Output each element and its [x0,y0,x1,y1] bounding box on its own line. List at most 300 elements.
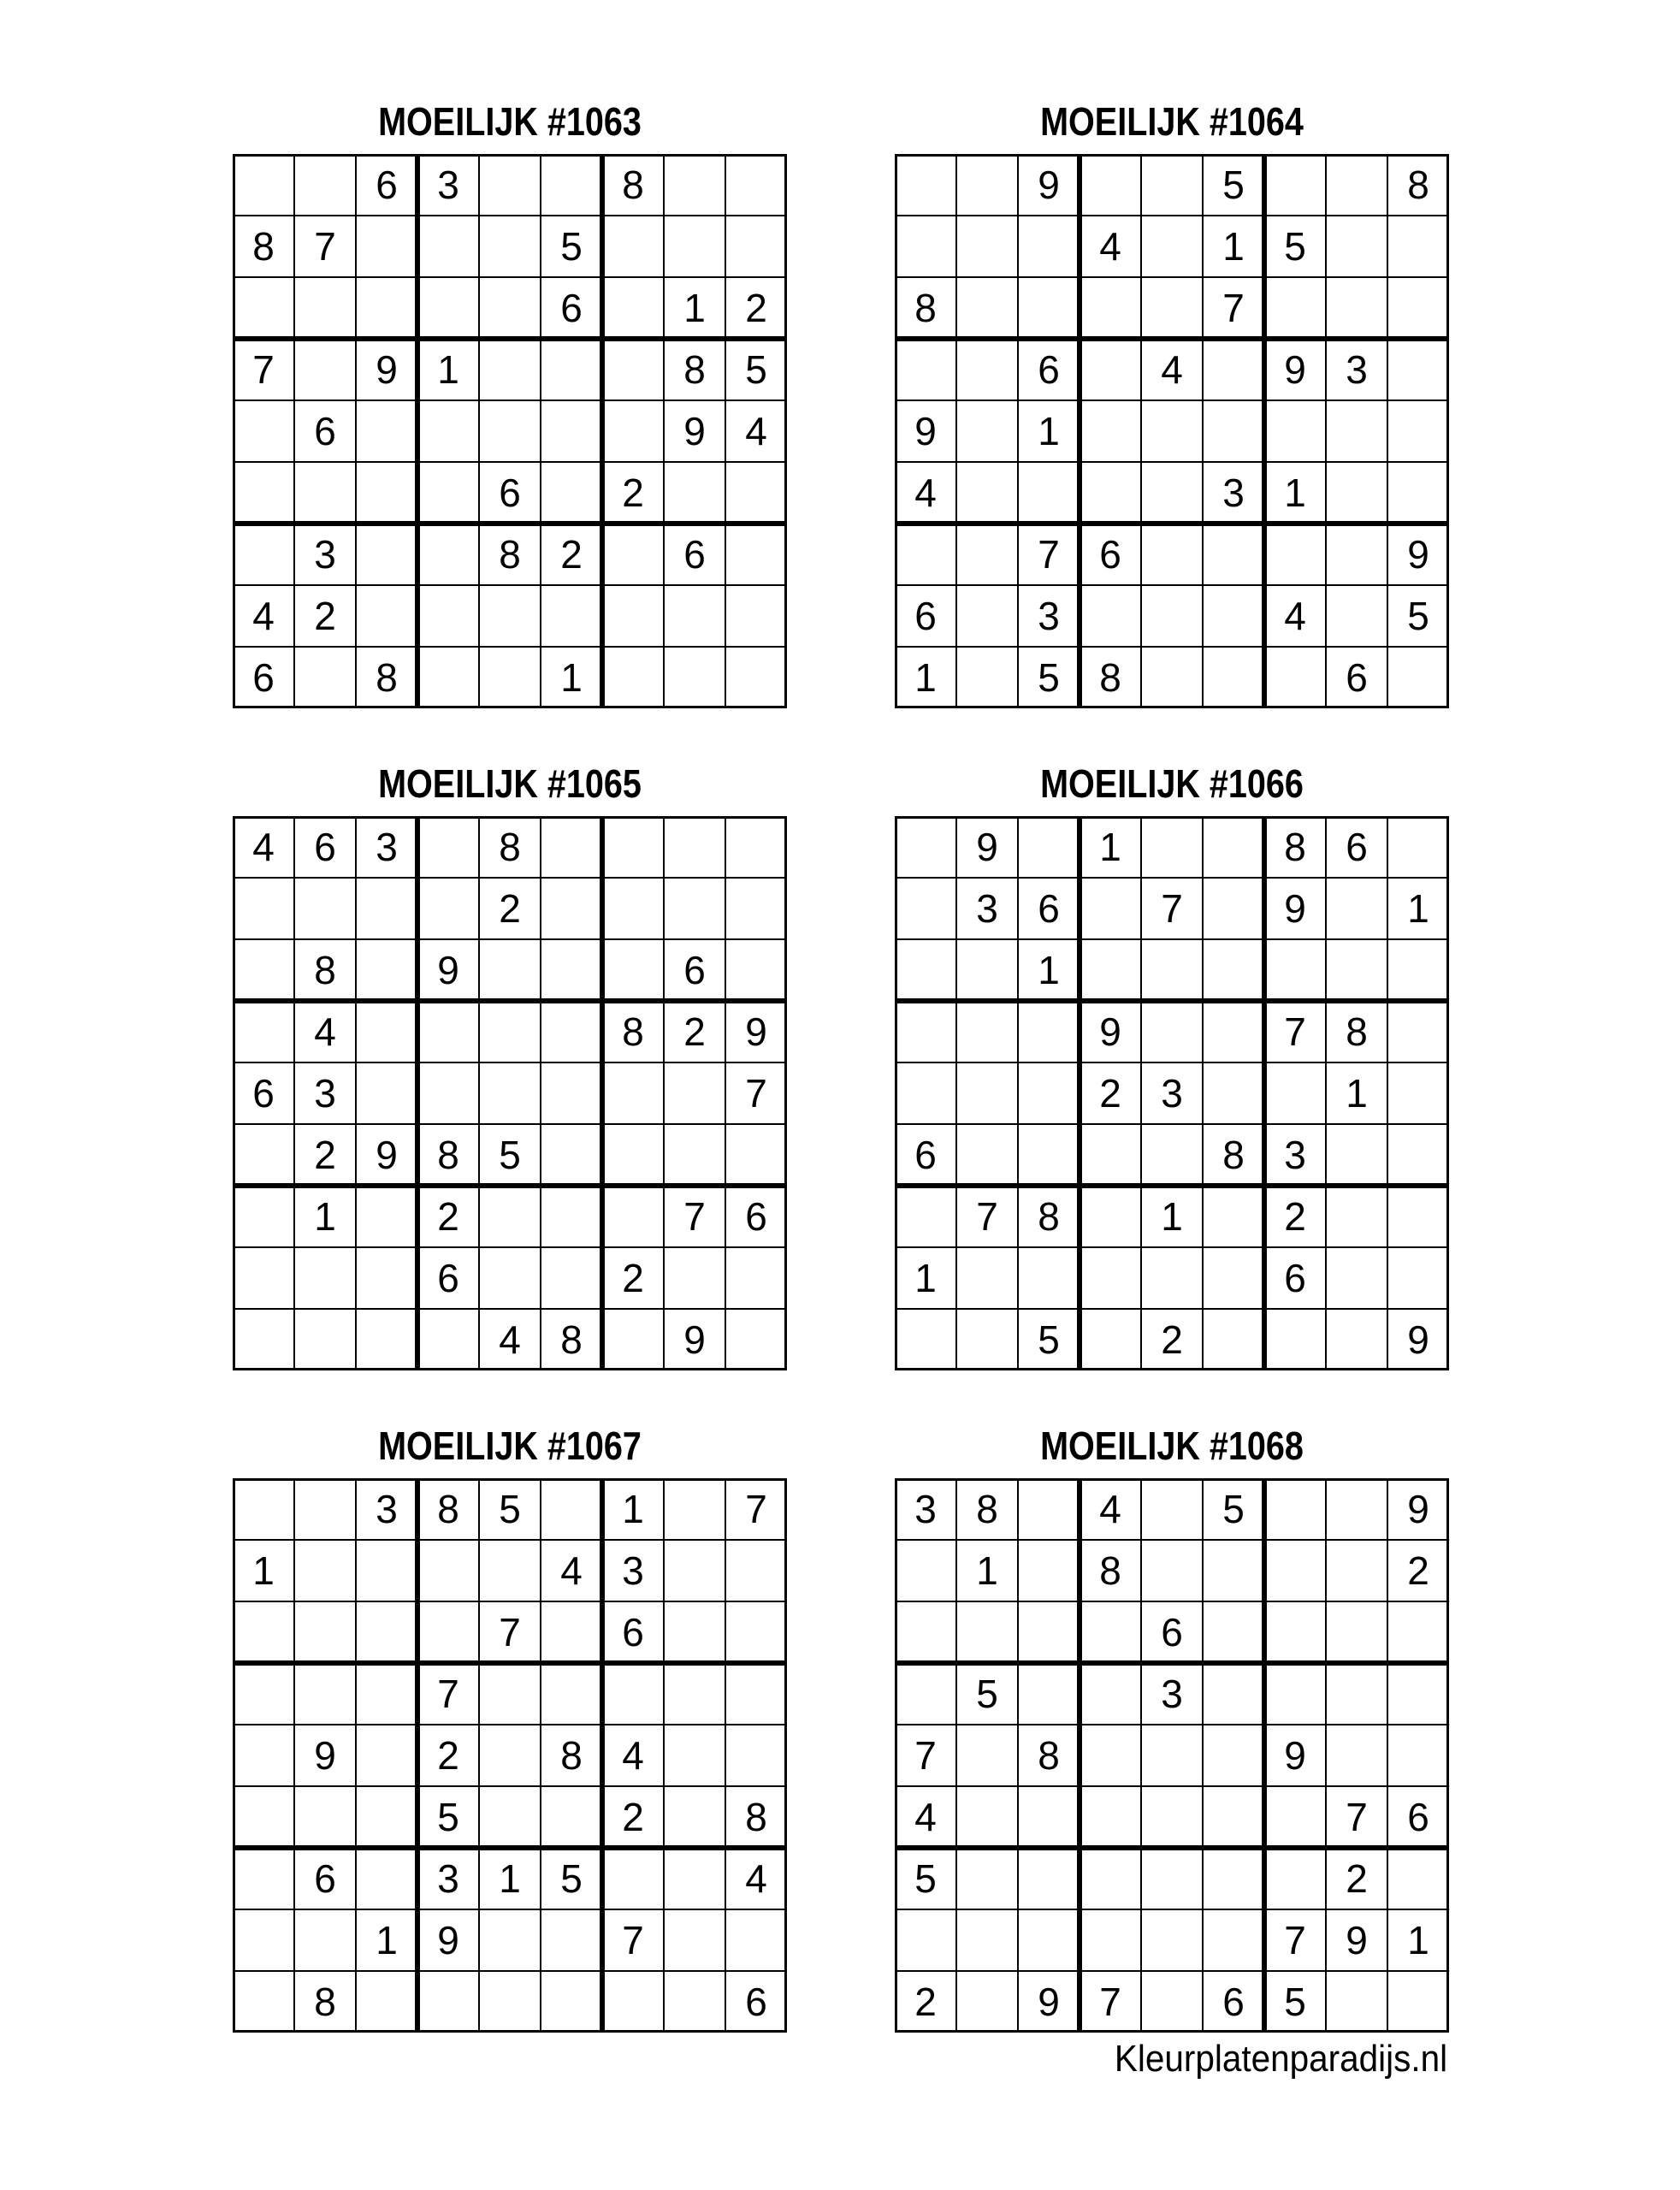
sudoku-cell[interactable] [294,1663,356,1725]
sudoku-cell[interactable] [725,154,787,216]
sudoku-cell[interactable] [602,400,664,462]
sudoku-cell[interactable] [602,1186,664,1247]
sudoku-cell[interactable] [233,1478,294,1540]
sudoku-cell[interactable] [725,1247,787,1309]
sudoku-cell[interactable] [1141,1971,1203,2033]
sudoku-cell[interactable] [1018,1478,1080,1540]
sudoku-cell[interactable] [895,1186,956,1247]
sudoku-cell[interactable] [1080,462,1141,524]
sudoku-cell[interactable] [956,585,1018,647]
sudoku-cell[interactable] [895,939,956,1001]
sudoku-cell[interactable] [233,400,294,462]
sudoku-cell[interactable] [233,878,294,939]
sudoku-cell[interactable] [1203,339,1264,400]
sudoku-cell[interactable] [956,216,1018,277]
sudoku-cell[interactable] [1141,154,1203,216]
sudoku-cell[interactable] [1080,154,1141,216]
sudoku-cell[interactable] [1264,939,1326,1001]
sudoku-cell[interactable] [1080,878,1141,939]
sudoku-cell[interactable] [1326,1247,1387,1309]
sudoku-cell[interactable] [479,1247,541,1309]
sudoku-cell[interactable] [956,462,1018,524]
sudoku-cell[interactable] [356,1786,417,1848]
sudoku-cell[interactable] [1387,400,1449,462]
sudoku-cell[interactable] [1141,1247,1203,1309]
sudoku-cell[interactable] [1203,939,1264,1001]
sudoku-cell[interactable] [294,339,356,400]
sudoku-cell[interactable] [233,154,294,216]
sudoku-cell[interactable] [1264,1309,1326,1370]
sudoku-cell[interactable] [1018,1909,1080,1971]
sudoku-cell[interactable] [541,154,602,216]
sudoku-cell[interactable] [1080,400,1141,462]
sudoku-cell[interactable] [1326,878,1387,939]
sudoku-cell[interactable] [664,1663,725,1725]
sudoku-cell[interactable] [356,1309,417,1370]
sudoku-cell[interactable] [1326,1186,1387,1247]
sudoku-cell[interactable] [479,939,541,1001]
sudoku-cell[interactable] [1326,1663,1387,1725]
sudoku-cell[interactable] [956,1971,1018,2033]
sudoku-cell[interactable] [417,216,479,277]
sudoku-cell[interactable] [956,1909,1018,1971]
sudoku-cell[interactable] [1264,277,1326,339]
sudoku-cell[interactable] [1080,1124,1141,1186]
sudoku-cell[interactable] [294,1478,356,1540]
sudoku-cell[interactable] [956,1725,1018,1786]
sudoku-cell[interactable] [1264,1663,1326,1725]
sudoku-cell[interactable] [479,1971,541,2033]
sudoku-cell[interactable] [1326,585,1387,647]
sudoku-cell[interactable] [1203,1309,1264,1370]
sudoku-cell[interactable] [1387,1001,1449,1062]
sudoku-cell[interactable] [1018,1601,1080,1663]
sudoku-cell[interactable] [294,878,356,939]
sudoku-cell[interactable] [1264,1540,1326,1601]
sudoku-cell[interactable] [1018,1062,1080,1124]
sudoku-cell[interactable] [479,216,541,277]
sudoku-cell[interactable] [1080,585,1141,647]
sudoku-cell[interactable] [1326,400,1387,462]
sudoku-cell[interactable] [602,216,664,277]
sudoku-cell[interactable] [1326,524,1387,585]
sudoku-cell[interactable] [1203,1848,1264,1909]
sudoku-cell[interactable] [233,1725,294,1786]
sudoku-cell[interactable] [541,1478,602,1540]
sudoku-cell[interactable] [1264,1478,1326,1540]
sudoku-cell[interactable] [294,1786,356,1848]
sudoku-cell[interactable] [895,878,956,939]
sudoku-cell[interactable] [356,939,417,1001]
sudoku-cell[interactable] [417,524,479,585]
sudoku-cell[interactable] [602,647,664,708]
sudoku-cell[interactable] [1018,1663,1080,1725]
sudoku-cell[interactable] [479,154,541,216]
sudoku-cell[interactable] [356,1062,417,1124]
sudoku-cell[interactable] [1080,339,1141,400]
sudoku-cell[interactable] [1203,1725,1264,1786]
sudoku-cell[interactable] [602,277,664,339]
sudoku-cell[interactable] [1387,1663,1449,1725]
sudoku-cell[interactable] [1326,462,1387,524]
sudoku-cell[interactable] [356,1247,417,1309]
sudoku-cell[interactable] [541,939,602,1001]
sudoku-cell[interactable] [1203,1540,1264,1601]
sudoku-cell[interactable] [541,816,602,878]
sudoku-cell[interactable] [725,878,787,939]
sudoku-cell[interactable] [895,1909,956,1971]
sudoku-cell[interactable] [233,1971,294,2033]
sudoku-cell[interactable] [233,1786,294,1848]
sudoku-cell[interactable] [1264,1786,1326,1848]
sudoku-cell[interactable] [956,1124,1018,1186]
sudoku-cell[interactable] [1203,878,1264,939]
sudoku-cell[interactable] [541,585,602,647]
sudoku-cell[interactable] [479,1186,541,1247]
sudoku-cell[interactable] [233,1848,294,1909]
sudoku-cell[interactable] [1387,1971,1449,2033]
sudoku-cell[interactable] [1018,1848,1080,1909]
sudoku-cell[interactable] [1080,1725,1141,1786]
sudoku-cell[interactable] [1203,816,1264,878]
sudoku-cell[interactable] [1141,939,1203,1001]
sudoku-cell[interactable] [602,1062,664,1124]
sudoku-cell[interactable] [1141,1478,1203,1540]
sudoku-cell[interactable] [541,1124,602,1186]
sudoku-cell[interactable] [1264,524,1326,585]
sudoku-cell[interactable] [956,400,1018,462]
sudoku-cell[interactable] [1018,1540,1080,1601]
sudoku-cell[interactable] [1264,647,1326,708]
sudoku-cell[interactable] [895,1001,956,1062]
sudoku-cell[interactable] [895,1062,956,1124]
sudoku-cell[interactable] [602,585,664,647]
sudoku-cell[interactable] [1141,1848,1203,1909]
sudoku-cell[interactable] [1326,1601,1387,1663]
sudoku-cell[interactable] [1080,1309,1141,1370]
sudoku-cell[interactable] [1203,1186,1264,1247]
sudoku-cell[interactable] [956,1601,1018,1663]
sudoku-cell[interactable] [664,1971,725,2033]
sudoku-cell[interactable] [541,1247,602,1309]
sudoku-cell[interactable] [417,277,479,339]
sudoku-cell[interactable] [725,524,787,585]
sudoku-cell[interactable] [294,1247,356,1309]
sudoku-cell[interactable] [956,1848,1018,1909]
sudoku-cell[interactable] [725,1663,787,1725]
sudoku-cell[interactable] [664,1601,725,1663]
sudoku-cell[interactable] [664,1909,725,1971]
sudoku-cell[interactable] [1203,1247,1264,1309]
sudoku-cell[interactable] [956,154,1018,216]
sudoku-cell[interactable] [725,462,787,524]
sudoku-cell[interactable] [233,939,294,1001]
sudoku-cell[interactable] [1326,277,1387,339]
sudoku-cell[interactable] [1080,939,1141,1001]
sudoku-cell[interactable] [233,1663,294,1725]
sudoku-cell[interactable] [356,400,417,462]
sudoku-cell[interactable] [233,1909,294,1971]
sudoku-cell[interactable] [479,400,541,462]
sudoku-cell[interactable] [1387,1062,1449,1124]
sudoku-cell[interactable] [1141,585,1203,647]
sudoku-cell[interactable] [664,1478,725,1540]
sudoku-cell[interactable] [233,1309,294,1370]
sudoku-cell[interactable] [725,939,787,1001]
sudoku-cell[interactable] [1141,1540,1203,1601]
sudoku-cell[interactable] [1326,939,1387,1001]
sudoku-cell[interactable] [356,1186,417,1247]
sudoku-cell[interactable] [1080,1186,1141,1247]
sudoku-cell[interactable] [664,154,725,216]
sudoku-cell[interactable] [294,1601,356,1663]
sudoku-cell[interactable] [417,585,479,647]
sudoku-cell[interactable] [1264,400,1326,462]
sudoku-cell[interactable] [1387,816,1449,878]
sudoku-cell[interactable] [294,1909,356,1971]
sudoku-cell[interactable] [602,1124,664,1186]
sudoku-cell[interactable] [479,585,541,647]
sudoku-cell[interactable] [1141,1786,1203,1848]
sudoku-cell[interactable] [294,1309,356,1370]
sudoku-cell[interactable] [1326,216,1387,277]
sudoku-cell[interactable] [233,1001,294,1062]
sudoku-cell[interactable] [1326,1309,1387,1370]
sudoku-cell[interactable] [956,277,1018,339]
sudoku-cell[interactable] [233,1124,294,1186]
sudoku-cell[interactable] [1387,647,1449,708]
sudoku-cell[interactable] [233,1186,294,1247]
sudoku-cell[interactable] [602,878,664,939]
sudoku-cell[interactable] [664,585,725,647]
sudoku-cell[interactable] [602,524,664,585]
sudoku-cell[interactable] [956,647,1018,708]
sudoku-cell[interactable] [1203,524,1264,585]
sudoku-cell[interactable] [233,462,294,524]
sudoku-cell[interactable] [664,1786,725,1848]
sudoku-cell[interactable] [602,1848,664,1909]
sudoku-cell[interactable] [479,1786,541,1848]
sudoku-cell[interactable] [294,462,356,524]
sudoku-cell[interactable] [541,878,602,939]
sudoku-cell[interactable] [1018,1001,1080,1062]
sudoku-cell[interactable] [294,647,356,708]
sudoku-cell[interactable] [664,1725,725,1786]
sudoku-cell[interactable] [956,939,1018,1001]
sudoku-cell[interactable] [602,339,664,400]
sudoku-cell[interactable] [541,1786,602,1848]
sudoku-cell[interactable] [417,647,479,708]
sudoku-cell[interactable] [664,1247,725,1309]
sudoku-cell[interactable] [356,585,417,647]
sudoku-cell[interactable] [1264,1062,1326,1124]
sudoku-cell[interactable] [602,939,664,1001]
sudoku-cell[interactable] [956,339,1018,400]
sudoku-cell[interactable] [1203,400,1264,462]
sudoku-cell[interactable] [956,524,1018,585]
sudoku-cell[interactable] [541,1909,602,1971]
sudoku-cell[interactable] [1080,277,1141,339]
sudoku-cell[interactable] [664,878,725,939]
sudoku-cell[interactable] [1387,1725,1449,1786]
sudoku-cell[interactable] [1141,1001,1203,1062]
sudoku-cell[interactable] [417,1309,479,1370]
sudoku-cell[interactable] [233,524,294,585]
sudoku-cell[interactable] [1141,277,1203,339]
sudoku-cell[interactable] [1326,154,1387,216]
sudoku-cell[interactable] [479,1725,541,1786]
sudoku-cell[interactable] [1203,1786,1264,1848]
sudoku-cell[interactable] [356,277,417,339]
sudoku-cell[interactable] [1387,462,1449,524]
sudoku-cell[interactable] [1141,1124,1203,1186]
sudoku-cell[interactable] [417,1001,479,1062]
sudoku-cell[interactable] [233,1601,294,1663]
sudoku-cell[interactable] [417,816,479,878]
sudoku-cell[interactable] [1326,1540,1387,1601]
sudoku-cell[interactable] [417,1540,479,1601]
sudoku-cell[interactable] [725,1601,787,1663]
sudoku-cell[interactable] [417,462,479,524]
sudoku-cell[interactable] [1141,1909,1203,1971]
sudoku-cell[interactable] [956,1786,1018,1848]
sudoku-cell[interactable] [356,1848,417,1909]
sudoku-cell[interactable] [725,216,787,277]
sudoku-cell[interactable] [479,647,541,708]
sudoku-cell[interactable] [1203,1062,1264,1124]
sudoku-cell[interactable] [725,1540,787,1601]
sudoku-cell[interactable] [664,462,725,524]
sudoku-cell[interactable] [1141,647,1203,708]
sudoku-cell[interactable] [541,1601,602,1663]
sudoku-cell[interactable] [664,1062,725,1124]
sudoku-cell[interactable] [1387,1848,1449,1909]
sudoku-cell[interactable] [664,216,725,277]
sudoku-cell[interactable] [1141,462,1203,524]
sudoku-cell[interactable] [1203,1909,1264,1971]
sudoku-cell[interactable] [725,1909,787,1971]
sudoku-cell[interactable] [1203,1663,1264,1725]
sudoku-cell[interactable] [1326,1725,1387,1786]
sudoku-cell[interactable] [1387,939,1449,1001]
sudoku-cell[interactable] [356,1971,417,2033]
sudoku-cell[interactable] [602,1663,664,1725]
sudoku-cell[interactable] [1018,216,1080,277]
sudoku-cell[interactable] [541,339,602,400]
sudoku-cell[interactable] [541,1001,602,1062]
sudoku-cell[interactable] [541,462,602,524]
sudoku-cell[interactable] [479,1062,541,1124]
sudoku-cell[interactable] [1080,1601,1141,1663]
sudoku-cell[interactable] [294,1540,356,1601]
sudoku-cell[interactable] [602,816,664,878]
sudoku-cell[interactable] [356,878,417,939]
sudoku-cell[interactable] [895,1309,956,1370]
sudoku-cell[interactable] [1264,154,1326,216]
sudoku-cell[interactable] [895,339,956,400]
sudoku-cell[interactable] [725,647,787,708]
sudoku-cell[interactable] [1141,1725,1203,1786]
sudoku-cell[interactable] [417,1062,479,1124]
sudoku-cell[interactable] [956,1001,1018,1062]
sudoku-cell[interactable] [1387,277,1449,339]
sudoku-cell[interactable] [725,816,787,878]
sudoku-cell[interactable] [541,1663,602,1725]
sudoku-cell[interactable] [1018,462,1080,524]
sudoku-cell[interactable] [956,1062,1018,1124]
sudoku-cell[interactable] [956,1309,1018,1370]
sudoku-cell[interactable] [1387,339,1449,400]
sudoku-cell[interactable] [664,647,725,708]
sudoku-cell[interactable] [1264,1848,1326,1909]
sudoku-cell[interactable] [895,1540,956,1601]
sudoku-cell[interactable] [1203,647,1264,708]
sudoku-cell[interactable] [895,524,956,585]
sudoku-cell[interactable] [233,1247,294,1309]
sudoku-cell[interactable] [1326,1478,1387,1540]
sudoku-cell[interactable] [1203,1001,1264,1062]
sudoku-cell[interactable] [1080,1786,1141,1848]
sudoku-cell[interactable] [725,1309,787,1370]
sudoku-cell[interactable] [1264,1601,1326,1663]
sudoku-cell[interactable] [895,154,956,216]
sudoku-cell[interactable] [233,277,294,339]
sudoku-cell[interactable] [895,1663,956,1725]
sudoku-cell[interactable] [895,216,956,277]
sudoku-cell[interactable] [1387,1247,1449,1309]
sudoku-cell[interactable] [479,1540,541,1601]
sudoku-cell[interactable] [1080,1848,1141,1909]
sudoku-cell[interactable] [602,1971,664,2033]
sudoku-cell[interactable] [725,1725,787,1786]
sudoku-cell[interactable] [1018,816,1080,878]
sudoku-cell[interactable] [895,1601,956,1663]
sudoku-cell[interactable] [1018,1786,1080,1848]
sudoku-cell[interactable] [1387,216,1449,277]
sudoku-cell[interactable] [1018,1247,1080,1309]
sudoku-cell[interactable] [1387,1186,1449,1247]
sudoku-cell[interactable] [479,339,541,400]
sudoku-cell[interactable] [1141,524,1203,585]
sudoku-cell[interactable] [356,1663,417,1725]
sudoku-cell[interactable] [541,1186,602,1247]
sudoku-cell[interactable] [1387,1124,1449,1186]
sudoku-cell[interactable] [417,1971,479,2033]
sudoku-cell[interactable] [417,878,479,939]
sudoku-cell[interactable] [1018,277,1080,339]
sudoku-cell[interactable] [294,154,356,216]
sudoku-cell[interactable] [1203,1601,1264,1663]
sudoku-cell[interactable] [1141,400,1203,462]
sudoku-cell[interactable] [356,1001,417,1062]
sudoku-cell[interactable] [956,1247,1018,1309]
sudoku-cell[interactable] [479,277,541,339]
sudoku-cell[interactable] [541,1971,602,2033]
sudoku-cell[interactable] [602,1309,664,1370]
sudoku-cell[interactable] [664,1540,725,1601]
sudoku-cell[interactable] [1326,1971,1387,2033]
sudoku-cell[interactable] [1141,816,1203,878]
sudoku-cell[interactable] [417,400,479,462]
sudoku-cell[interactable] [541,400,602,462]
sudoku-cell[interactable] [356,524,417,585]
sudoku-cell[interactable] [356,1725,417,1786]
sudoku-cell[interactable] [417,1601,479,1663]
sudoku-cell[interactable] [356,462,417,524]
sudoku-cell[interactable] [1203,585,1264,647]
sudoku-cell[interactable] [541,1062,602,1124]
sudoku-cell[interactable] [895,816,956,878]
